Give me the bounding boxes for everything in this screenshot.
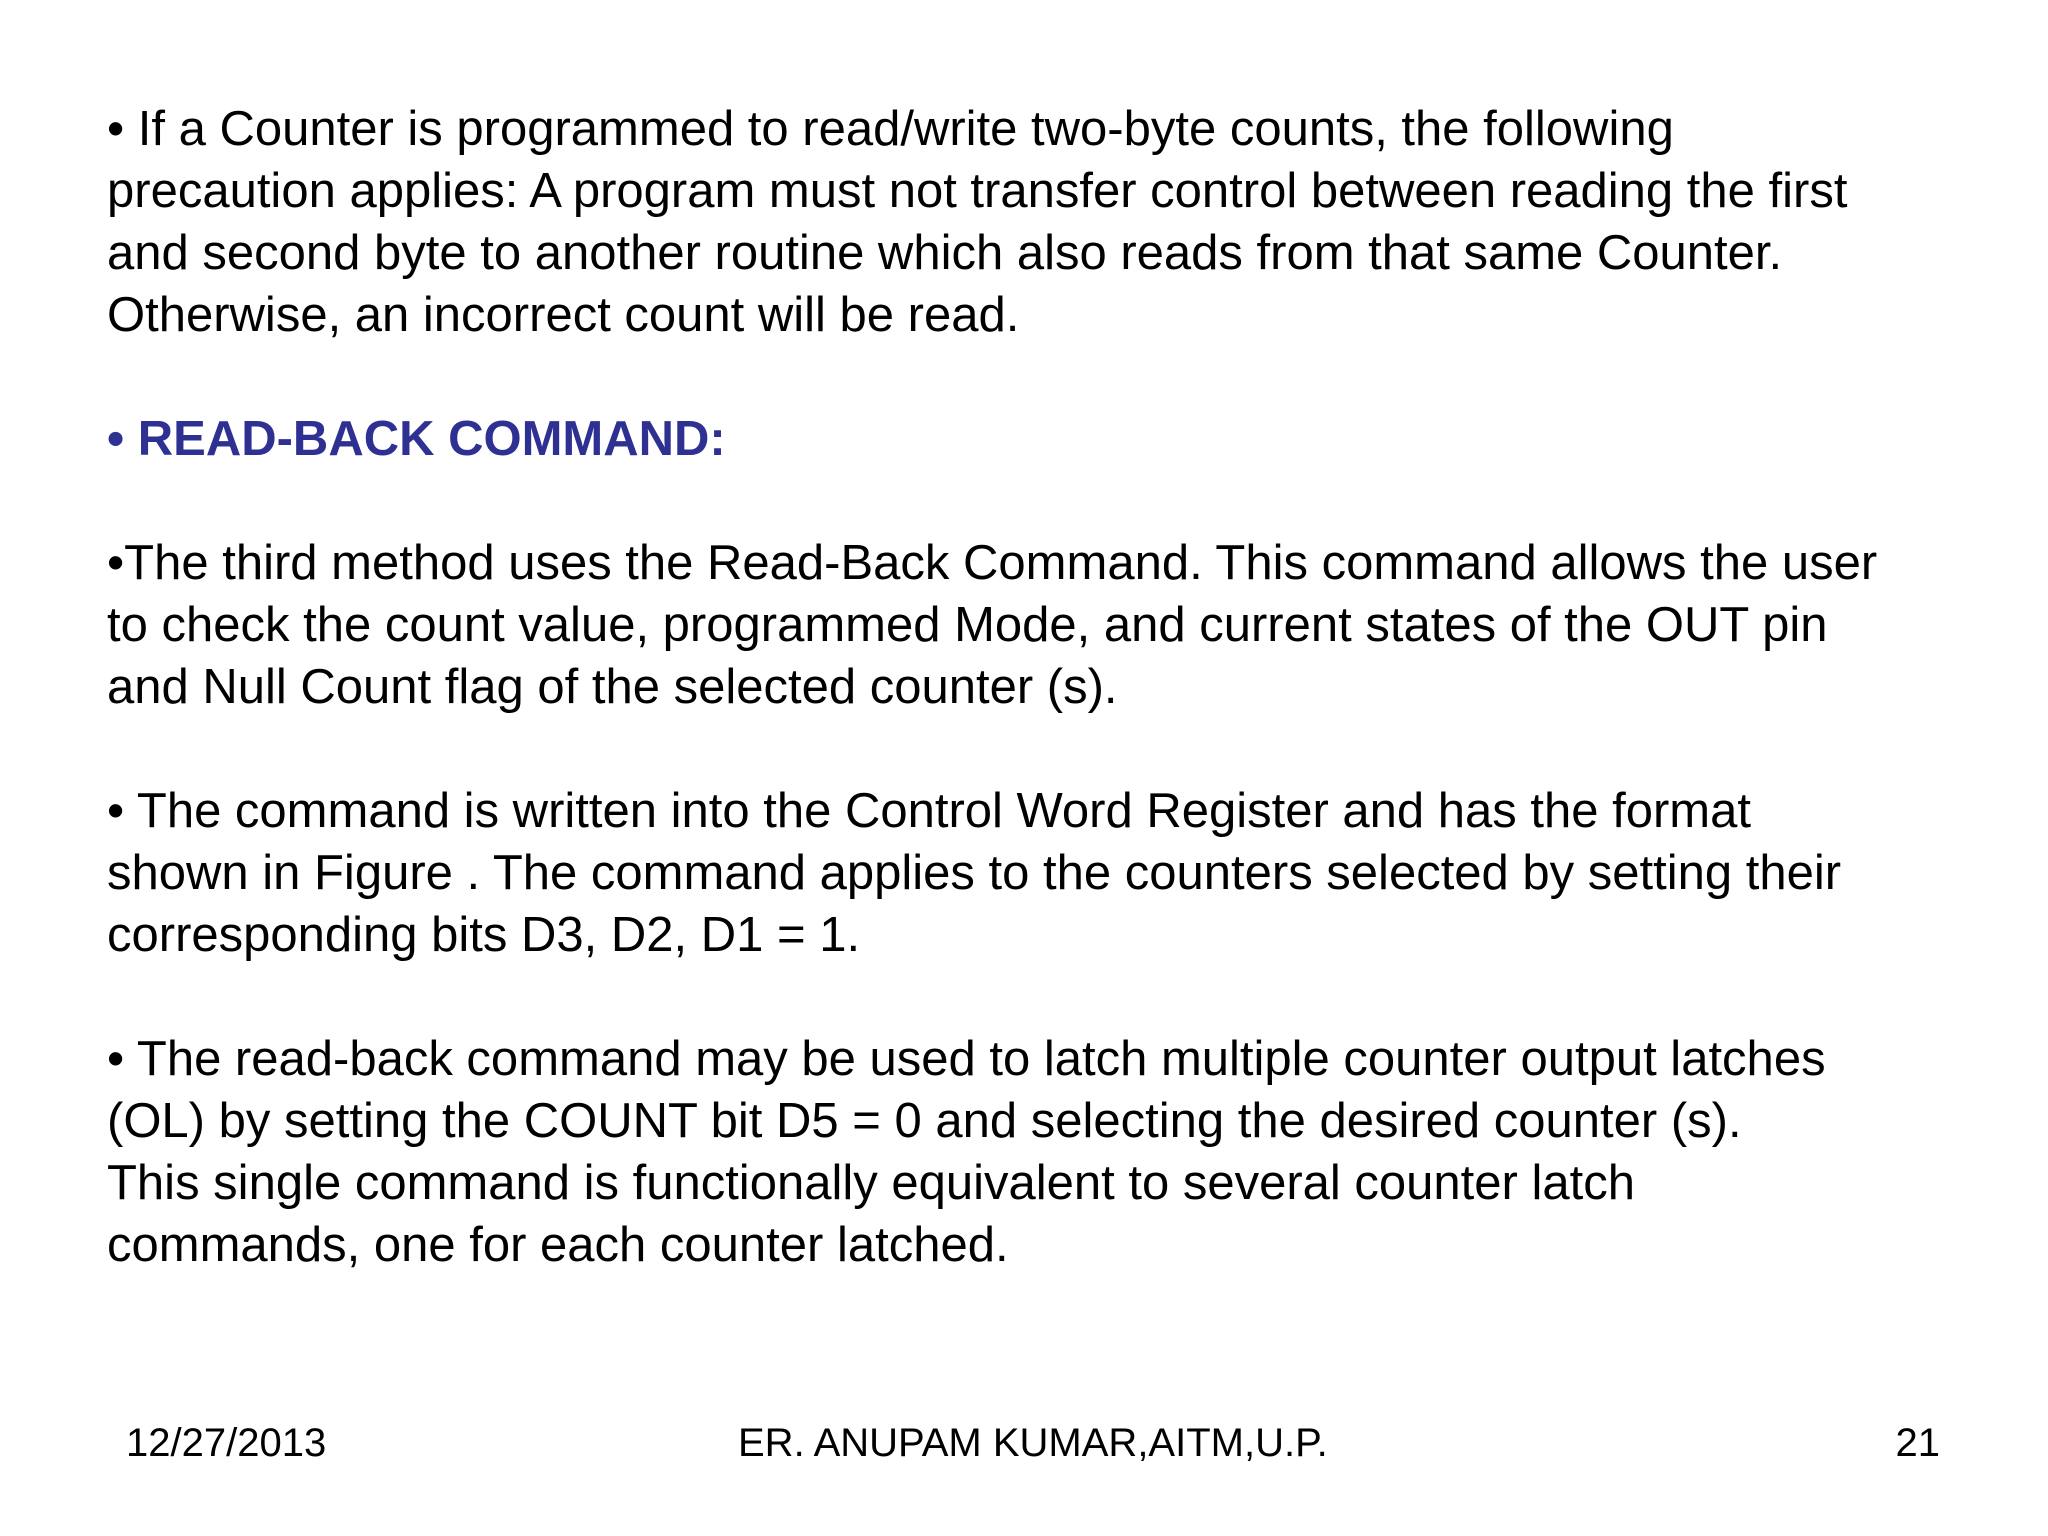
footer-date: 12/27/2013 bbox=[126, 1421, 327, 1465]
paragraph-command-format: • The command is written into the Control Word Register and has the format shown in Figure . The command applies to the counters selected by setting their corresponding bits D3, D2, D1 = 1. bbox=[107, 784, 1842, 962]
paragraph-two-byte-precaution: • If a Counter is programmed to read/write two-byte counts, the following precaution applies: A program must not transfer control between reading the first and second byte to another routine which also reads from that same Counter. Otherwise, an incorrect count will be read. bbox=[107, 102, 1848, 342]
section-heading: • READ-BACK COMMAND: bbox=[107, 412, 726, 466]
paragraph-read-back-method: •The third method uses the Read-Back Command. This command allows the user to check the count value, programmed Mode, and current states of the OUT pin and Null Count flag of the selected counter (s). bbox=[107, 536, 1878, 714]
paragraph-latch-multiple: • The read-back command may be used to latch multiple counter output latches (OL) by setting the COUNT bit D5 = 0 and selecting the desired counter (s). This single command is functionally equivalent to several counter latch commands, one for each counter latched. bbox=[107, 1032, 1826, 1272]
footer-author: ER. ANUPAM KUMAR,AITM,U.P. bbox=[738, 1421, 1328, 1465]
footer-page-number: 21 bbox=[1895, 1421, 1940, 1465]
